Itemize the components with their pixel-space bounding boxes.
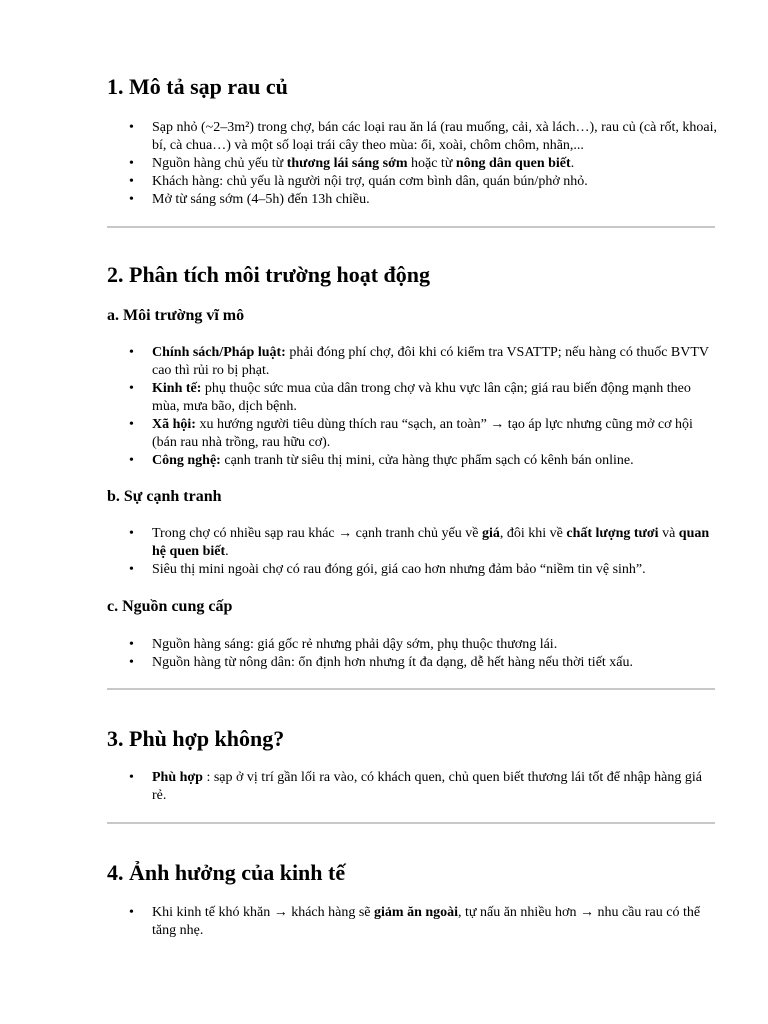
section-3-heading: 3. Phù hợp không? <box>107 726 285 751</box>
section-4-heading: 4. Ảnh hưởng của kinh tế <box>107 860 346 885</box>
list-item <box>107 155 717 173</box>
subsection-c-heading: c. Nguồn cung cấp <box>107 598 233 615</box>
bold-text: Xã hội: <box>152 417 196 432</box>
list-item-text: . <box>570 156 575 171</box>
subsection-a-list <box>107 344 717 470</box>
section-4-list <box>107 904 717 940</box>
bold-text: giảm ăn ngoài <box>374 905 459 920</box>
list-item-text: Mở từ sáng sớm (4–5h) đến 13h chiều. <box>152 192 370 207</box>
list-item-text: , đôi khi về <box>499 526 567 541</box>
bold-text: quan hệ quen biết <box>152 526 710 559</box>
list-item <box>107 173 717 191</box>
list-item <box>107 380 717 416</box>
list-item <box>107 191 717 209</box>
subsection-c-list <box>107 636 717 672</box>
bold-text: chất lượng tươi <box>566 526 659 541</box>
list-item <box>107 636 717 654</box>
list-item-text: xu hướng người tiêu dùng thích rau “sạch, an toàn” → tạo áp lực nhưng cũng mở cơ hội (bán rau nhà trồng, rau hữu cơ). <box>152 417 693 450</box>
bold-text: Công nghệ: <box>152 453 221 468</box>
list-item-text: hoặc từ <box>407 156 456 171</box>
list-item <box>107 344 717 380</box>
section-1-heading: 1. Mô tả sạp rau củ <box>107 74 288 99</box>
list-item <box>107 904 717 940</box>
bold-text: Kinh tế: <box>152 381 202 396</box>
list-item-text: Khách hàng: chủ yếu là người nội trợ, quán cơm bình dân, quán bún/phở nhỏ. <box>152 174 588 189</box>
list-item <box>107 561 717 579</box>
list-item-text: cạnh tranh từ siêu thị mini, cửa hàng thực phẩm sạch có kênh bán online. <box>220 453 634 468</box>
list-item-text: phụ thuộc sức mua của dân trong chợ và khu vực lân cận; giá rau biến động mạnh theo mùa, mưa bão, dịch bệnh. <box>152 381 691 414</box>
list-item-text: phải đóng phí chợ, đôi khi có kiểm tra VSATTP; nếu hàng có thuốc BVTV cao thì rủi ro bị phạt. <box>152 345 709 378</box>
list-item-text: và <box>658 526 679 541</box>
list-item-text: . <box>225 544 229 559</box>
list-item-text: Khi kinh tế khó khăn → khách hàng sẽ <box>152 905 375 920</box>
subsection-a-heading: a. Môi trường vĩ mô <box>107 307 245 324</box>
list-item-text: Nguồn hàng sáng: giá gốc rẻ nhưng phải dậy sớm, phụ thuộc thương lái. <box>152 637 558 652</box>
bold-text: Chính sách/Pháp luật: <box>152 345 286 360</box>
list-item-text: Trong chợ có nhiều sạp rau khác → cạnh tranh chủ yếu về <box>152 526 482 541</box>
list-item-text: : sạp ở vị trí gần lối ra vào, có khách quen, chủ quen biết thương lái tốt để nhập hàng giá rẻ. <box>152 770 702 803</box>
list-item-text: Nguồn hàng từ nông dân: ổn định hơn nhưng ít đa dạng, dễ hết hàng nếu thời tiết xấu. <box>152 655 634 670</box>
section-3-list <box>107 769 717 805</box>
list-item-text: Siêu thị mini ngoài chợ có rau đóng gói, giá cao hơn nhưng đảm bảo “niềm tin vệ sinh”. <box>152 562 646 577</box>
section-1-list <box>107 119 717 209</box>
bold-text: nông dân quen biết <box>455 156 571 171</box>
list-item <box>107 452 717 470</box>
bold-text: Phù hợp <box>152 770 203 785</box>
section-2-heading: 2. Phân tích môi trường hoạt động <box>107 262 431 287</box>
list-item-text: , tự nấu ăn nhiều hơn → nhu cầu rau có thể tăng nhẹ. <box>152 905 701 938</box>
list-item <box>107 119 717 155</box>
list-item <box>107 416 717 452</box>
list-item <box>107 654 717 672</box>
bold-text: giá <box>481 526 500 541</box>
subsection-b-heading: b. Sự cạnh tranh <box>107 488 222 505</box>
section-divider <box>107 822 715 824</box>
bold-text: thương lái sáng sớm <box>286 156 408 171</box>
list-item <box>107 769 717 805</box>
section-divider <box>107 688 715 690</box>
list-item <box>107 525 717 561</box>
section-divider <box>107 226 715 228</box>
list-item-text: Sạp nhỏ (~2–3m²) trong chợ, bán các loại rau ăn lá (rau muống, cải, xà lách…), rau củ (cà rốt, khoai, bí, cà chua…) và một số loại trái cây theo mùa: ổi, xoài, chôm chôm, nhãn,... <box>152 120 717 153</box>
subsection-b-list <box>107 525 717 579</box>
list-item-text: Nguồn hàng chủ yếu từ <box>152 156 287 171</box>
